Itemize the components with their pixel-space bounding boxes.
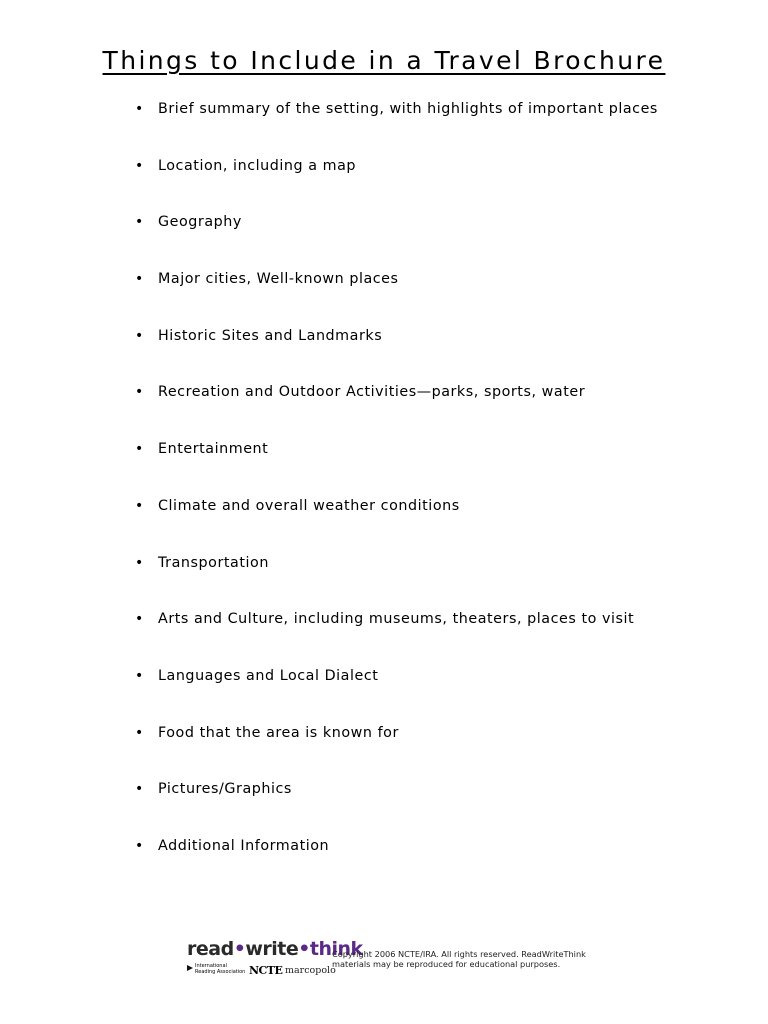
copyright-line: materials may be reproduced for educational purposes.: [332, 959, 561, 969]
list-item-text: Climate and overall weather conditions: [158, 497, 460, 514]
logo-separator: •: [233, 938, 246, 960]
bullet-icon: •: [135, 101, 144, 117]
list-item-text: Languages and Local Dialect: [158, 667, 379, 684]
ncte-logo: NCTE: [249, 964, 283, 977]
copyright-notice: [332, 949, 592, 969]
bullet-icon: •: [135, 441, 144, 458]
list-item-text: Entertainment: [158, 441, 269, 458]
list-item-text: Arts and Culture, including museums, theaters, places to visit: [158, 611, 635, 628]
list-item-text: Historic Sites and Landmarks: [158, 327, 383, 344]
readwritethink-logo: [187, 938, 363, 980]
page-title: Things to Include in a Travel Brochure: [102, 46, 666, 75]
list-item-text: Pictures/Graphics: [158, 781, 292, 798]
list-item-text: Geography: [158, 214, 242, 231]
bullet-icon: •: [135, 554, 144, 571]
bullet-icon: •: [135, 214, 144, 231]
list-item-text: Additional Information: [158, 837, 330, 854]
partner-logos: [187, 963, 336, 978]
list-item-text: Food that the area is known for: [158, 724, 399, 741]
copyright-line: Copyright 2006 NCTE/IRA. All rights reserved. ReadWriteThink: [332, 949, 586, 959]
bullet-icon: •: [135, 837, 144, 854]
footer: [187, 938, 587, 980]
list-item-text: Brief summary of the setting, with highlights of important places: [158, 101, 658, 117]
bullet-icon: •: [135, 384, 144, 401]
list-item-text: Location, including a map: [158, 157, 357, 174]
list-item-text: Recreation and Outdoor Activities—parks, sports, water: [158, 384, 586, 401]
bullet-icon: •: [135, 157, 144, 174]
bullet-icon: •: [135, 327, 144, 344]
ira-logo: International Reading Association: [195, 963, 246, 975]
bullet-icon: •: [135, 667, 144, 684]
bullet-icon: •: [135, 781, 144, 798]
list-item-text: Transportation: [158, 554, 269, 571]
bullet-icon: •: [135, 611, 144, 628]
bullet-icon: •: [135, 271, 144, 288]
logo-word-write: write: [245, 938, 299, 960]
logo-separator: •: [298, 938, 310, 960]
bullet-icon: •: [135, 497, 144, 514]
logo-word-read: read: [187, 938, 234, 960]
bullet-icon: •: [135, 724, 144, 741]
logo-word-think: think: [309, 938, 363, 960]
marcopolo-logo: marcopolo: [285, 965, 336, 976]
list-item-text: Major cities, Well-known places: [158, 271, 399, 288]
